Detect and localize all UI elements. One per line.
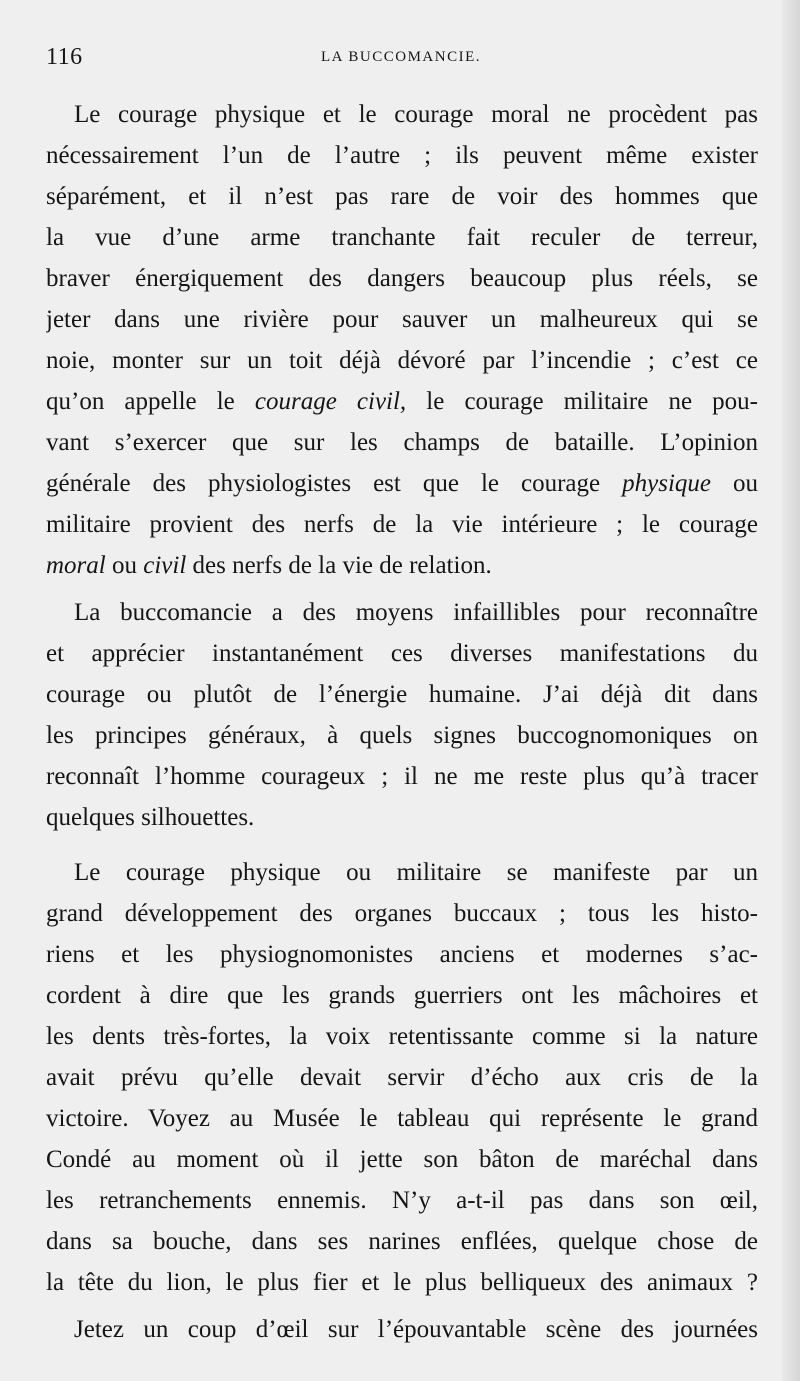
- text-line: courage ou plutôt de l’énergie humaine. J’ai déjà dit dans: [46, 681, 758, 708]
- text-line: et apprécier instantanément ces diverses manifestations du: [46, 640, 758, 667]
- text-line: jeter dans une rivière pour sauver un malheureux qui se: [46, 306, 758, 333]
- text-segment: le courage militaire ne pou-: [406, 388, 758, 415]
- text-line: avait prévu qu’elle devait servir d’écho aux cris de la: [46, 1064, 758, 1091]
- text-line: Le courage physique et le courage moral ne procèdent pas: [74, 101, 758, 128]
- text-line: quelques silhouettes.: [46, 804, 255, 831]
- paragraph-2: [46, 592, 758, 838]
- paragraph-3: [46, 852, 758, 1303]
- text-segment: générale des physiologistes est que le courage: [46, 470, 623, 497]
- text-segment: ou: [711, 470, 758, 497]
- text-line: victoire. Voyez au Musée le tableau qui représente le grand: [46, 1105, 758, 1132]
- text-line: reconnaît l’homme courageux ; il ne me reste plus qu’à tracer: [46, 763, 758, 790]
- text-segment: qu’on appelle le: [46, 388, 255, 415]
- text-line-with-italic: [46, 545, 758, 586]
- text-line: nécessairement l’un de l’autre ; ils peuvent même exister: [46, 142, 758, 169]
- text-line: les retranchements ennemis. N’y a-t-il pas dans son œil,: [46, 1187, 758, 1214]
- italic-term: moral: [46, 552, 106, 579]
- text-segment: ou: [105, 552, 144, 579]
- paragraph-4: [46, 1309, 758, 1350]
- page-header: [46, 44, 756, 72]
- text-line: vant s’exercer que sur les champs de bataille. L’opinion: [46, 429, 758, 456]
- text-line: les principes généraux, à quels signes buccognomoniques on: [46, 722, 758, 749]
- running-title: LA BUCCOMANCIE.: [320, 49, 481, 65]
- italic-term: physique: [622, 470, 711, 497]
- text-line: riens et les physiognomonistes anciens et modernes s’ac-: [46, 941, 758, 968]
- page-number: 116: [46, 44, 83, 70]
- text-line: cordent à dire que les grands guerriers ont les mâchoires et: [46, 982, 758, 1009]
- text-line: Jetez un coup d’œil sur l’épouvantable scène des journées: [74, 1316, 758, 1343]
- text-line: les dents très-fortes, la voix retentissante comme si la nature: [46, 1023, 758, 1050]
- text-line: noie, monter sur un toit déjà dévoré par l’incendie ; c’est ce: [46, 347, 758, 374]
- page-edge-shadow: [782, 0, 800, 1381]
- text-line: La buccomancie a des moyens infaillibles pour reconnaître: [74, 599, 758, 626]
- text-line-with-italic: [46, 463, 758, 504]
- paragraph-gap: [46, 838, 758, 852]
- text-line: la tête du lion, le plus fier et le plus belliqueux des animaux ?: [46, 1269, 758, 1296]
- text-line: militaire provient des nerfs de la vie intérieure ; le courage: [46, 511, 758, 538]
- paragraph-1: [46, 94, 758, 586]
- text-segment: des nerfs de la vie de relation.: [186, 552, 492, 579]
- text-line: Condé au moment où il jette son bâton de maréchal dans: [46, 1146, 758, 1173]
- italic-term: civil: [143, 552, 187, 579]
- page-body: [46, 94, 758, 1350]
- text-line: séparément, et il n’est pas rare de voir des hommes que: [46, 183, 758, 210]
- text-line: la vue d’une arme tranchante fait reculer de terreur,: [46, 224, 758, 251]
- text-line: dans sa bouche, dans ses narines enflées, quelque chose de: [46, 1228, 758, 1255]
- text-line: grand développement des organes buccaux ; tous les histo-: [46, 900, 758, 927]
- text-line: braver énergiquement des dangers beaucoup plus réels, se: [46, 265, 758, 292]
- text-line: Le courage physique ou militaire se manifeste par un: [74, 859, 758, 886]
- text-line-with-italic: [46, 381, 758, 422]
- italic-term: courage civil,: [254, 388, 407, 415]
